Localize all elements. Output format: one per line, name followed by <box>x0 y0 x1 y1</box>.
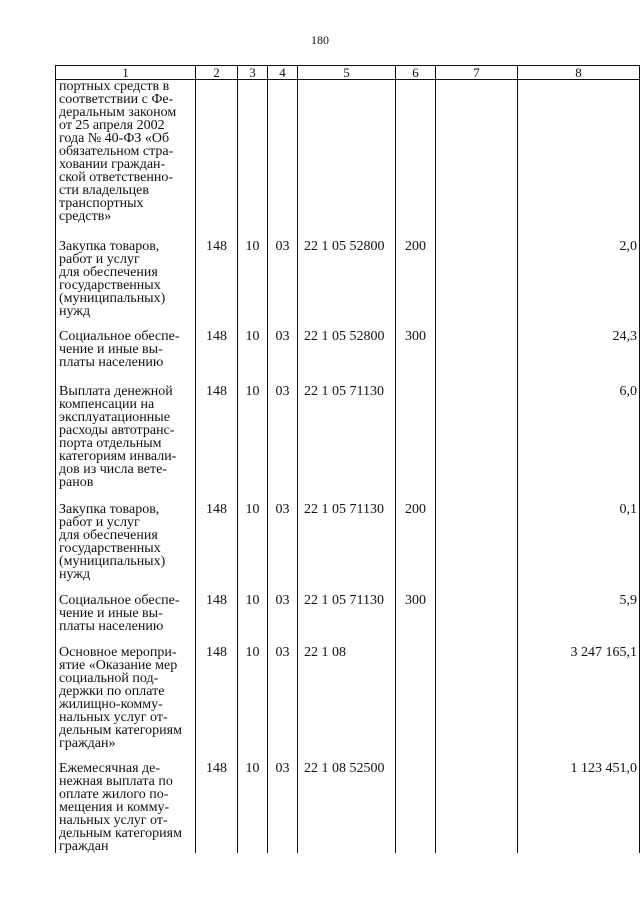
header-col-8: 8 <box>518 66 640 80</box>
amount-cell: 0,1 <box>518 495 640 586</box>
row-name-cell <box>56 586 196 638</box>
expense-type-cell <box>396 638 436 754</box>
subsection-cell: 03 <box>268 322 298 377</box>
row-name-line: нальных услуг от- <box>59 709 168 725</box>
expense-type-cell: 300 <box>396 586 436 638</box>
table-row <box>56 638 640 754</box>
row-name-line: граждан <box>59 838 109 854</box>
row-name-line: (муниципальных) <box>59 553 166 569</box>
row-name-cell <box>56 377 196 495</box>
row-name-line: Основное меропри- <box>59 644 177 660</box>
subsection-cell <box>268 80 298 232</box>
row-name-line: расходы автотранс- <box>59 422 175 438</box>
row-name-cell <box>56 495 196 586</box>
row-name-line: портных средств в <box>59 79 170 94</box>
table-row <box>56 586 640 638</box>
section-cell: 10 <box>238 377 268 495</box>
row-name-line: платы населению <box>59 354 164 370</box>
expense-type-cell: 200 <box>396 232 436 322</box>
row-name-line: граждан» <box>59 735 116 751</box>
row-name-line: нужд <box>59 303 91 319</box>
col7-cell <box>436 754 518 853</box>
table-row <box>56 754 640 853</box>
header-col-4: 4 <box>268 66 298 80</box>
row-name-line: нужд <box>59 566 91 582</box>
row-name-line: Ежемесячная де- <box>59 760 161 776</box>
row-name-line: ховании граждан- <box>59 157 166 172</box>
target-article-cell: 22 1 05 71130 <box>298 495 396 586</box>
expense-type-cell <box>396 377 436 495</box>
row-name-line: ятие «Оказание мер <box>59 657 178 673</box>
row-name-line: чение и иные вы- <box>59 341 163 357</box>
row-name-line: Выплата денежной <box>59 383 173 399</box>
col7-cell <box>436 638 518 754</box>
row-name-line: категориям инвали- <box>59 448 177 464</box>
subsection-cell: 03 <box>268 638 298 754</box>
row-name-line: работ и услуг <box>59 514 140 530</box>
table-row <box>56 377 640 495</box>
header-col-6: 6 <box>396 66 436 80</box>
section-cell: 10 <box>238 754 268 853</box>
row-name-cell <box>56 80 196 232</box>
target-article-cell: 22 1 05 52800 <box>298 232 396 322</box>
target-article-cell: 22 1 05 52800 <box>298 322 396 377</box>
col7-cell <box>436 586 518 638</box>
section-cell <box>238 80 268 232</box>
expense-type-cell <box>396 80 436 232</box>
row-name-line: соответствии с Фе- <box>59 92 174 107</box>
section-cell: 10 <box>238 322 268 377</box>
expense-type-cell: 300 <box>396 322 436 377</box>
row-name-cell <box>56 322 196 377</box>
subsection-cell: 03 <box>268 232 298 322</box>
amount-cell: 3 247 165,1 <box>518 638 640 754</box>
amount-cell: 24,3 <box>518 322 640 377</box>
row-name-line: нежная выплата по <box>59 773 173 789</box>
row-name-line: (муниципальных) <box>59 290 166 306</box>
amount-cell: 6,0 <box>518 377 640 495</box>
table-row <box>56 495 640 586</box>
row-name-line: держки по оплате <box>59 683 165 699</box>
row-name-line: порта отдельным <box>59 435 162 451</box>
row-name-line: дов из числа вете- <box>59 461 167 477</box>
row-name-line: средств» <box>59 209 112 224</box>
table-row <box>56 232 640 322</box>
col7-cell <box>436 495 518 586</box>
row-name-line: оплате жилого по- <box>59 786 169 802</box>
row-name-line: государственных <box>59 540 161 556</box>
header-col-5: 5 <box>298 66 396 80</box>
target-article-cell: 22 1 08 <box>298 638 396 754</box>
col7-cell <box>436 377 518 495</box>
row-name-line: социальной под- <box>59 670 159 686</box>
amount-cell: 2,0 <box>518 232 640 322</box>
table-header-row <box>56 66 640 80</box>
expense-type-cell <box>396 754 436 853</box>
section-cell: 10 <box>238 232 268 322</box>
header-col-7: 7 <box>436 66 518 80</box>
admin-code-cell: 148 <box>196 495 238 586</box>
row-name-line: деральным законом <box>59 105 177 120</box>
budget-table <box>55 65 640 853</box>
table-row <box>56 80 640 232</box>
header-col-2: 2 <box>196 66 238 80</box>
header-col-3: 3 <box>238 66 268 80</box>
budget-table-container <box>55 65 640 853</box>
row-name-line: обязательном стра- <box>59 144 174 159</box>
row-name-line: жилищно-комму- <box>59 696 163 712</box>
amount-cell <box>518 80 640 232</box>
col7-cell <box>436 232 518 322</box>
row-name-cell <box>56 232 196 322</box>
subsection-cell: 03 <box>268 586 298 638</box>
col7-cell <box>436 322 518 377</box>
row-name-line: Социальное обеспе- <box>59 592 180 608</box>
row-name-line: от 25 апреля 2002 <box>59 118 165 133</box>
row-name-line: дельным категориям <box>59 722 182 738</box>
amount-cell: 5,9 <box>518 586 640 638</box>
header-col-1: 1 <box>56 66 196 80</box>
row-name-line: для обеспечения <box>59 264 158 280</box>
row-name-line: для обеспечения <box>59 527 158 543</box>
row-name-line: ранов <box>59 474 94 490</box>
row-name-line: дельным категориям <box>59 825 182 841</box>
row-name-line: государственных <box>59 277 161 293</box>
row-name-line: транспортных <box>59 196 144 211</box>
admin-code-cell: 148 <box>196 586 238 638</box>
row-name-line: работ и услуг <box>59 251 140 267</box>
admin-code-cell: 148 <box>196 322 238 377</box>
table-row <box>56 322 640 377</box>
row-name-line: года № 40-ФЗ «Об <box>59 131 170 146</box>
row-name-cell <box>56 754 196 853</box>
target-article-cell: 22 1 05 71130 <box>298 377 396 495</box>
target-article-cell: 22 1 05 71130 <box>298 586 396 638</box>
target-article-cell <box>298 80 396 232</box>
admin-code-cell: 148 <box>196 754 238 853</box>
expense-type-cell: 200 <box>396 495 436 586</box>
section-cell: 10 <box>238 495 268 586</box>
subsection-cell: 03 <box>268 754 298 853</box>
amount-cell: 1 123 451,0 <box>518 754 640 853</box>
row-name-line: Закупка товаров, <box>59 501 160 517</box>
row-name-line: платы населению <box>59 618 164 634</box>
row-name-line: мещения и комму- <box>59 799 170 815</box>
row-name-cell <box>56 638 196 754</box>
row-name-line: компенсации на <box>59 396 155 412</box>
section-cell: 10 <box>238 638 268 754</box>
admin-code-cell: 148 <box>196 638 238 754</box>
target-article-cell: 22 1 08 52500 <box>298 754 396 853</box>
row-name-line: ской ответственно- <box>59 170 173 185</box>
row-name-line: сти владельцев <box>59 183 149 198</box>
row-name-line: нальных услуг от- <box>59 812 168 828</box>
admin-code-cell: 148 <box>196 232 238 322</box>
page-number: 180 <box>311 33 329 47</box>
row-name-line: эксплуатационные <box>59 409 170 425</box>
admin-code-cell: 148 <box>196 377 238 495</box>
col7-cell <box>436 80 518 232</box>
subsection-cell: 03 <box>268 377 298 495</box>
section-cell: 10 <box>238 586 268 638</box>
row-name-line: Закупка товаров, <box>59 238 160 254</box>
admin-code-cell <box>196 80 238 232</box>
row-name-line: Социальное обеспе- <box>59 328 180 344</box>
row-name-line: чение и иные вы- <box>59 605 163 621</box>
subsection-cell: 03 <box>268 495 298 586</box>
